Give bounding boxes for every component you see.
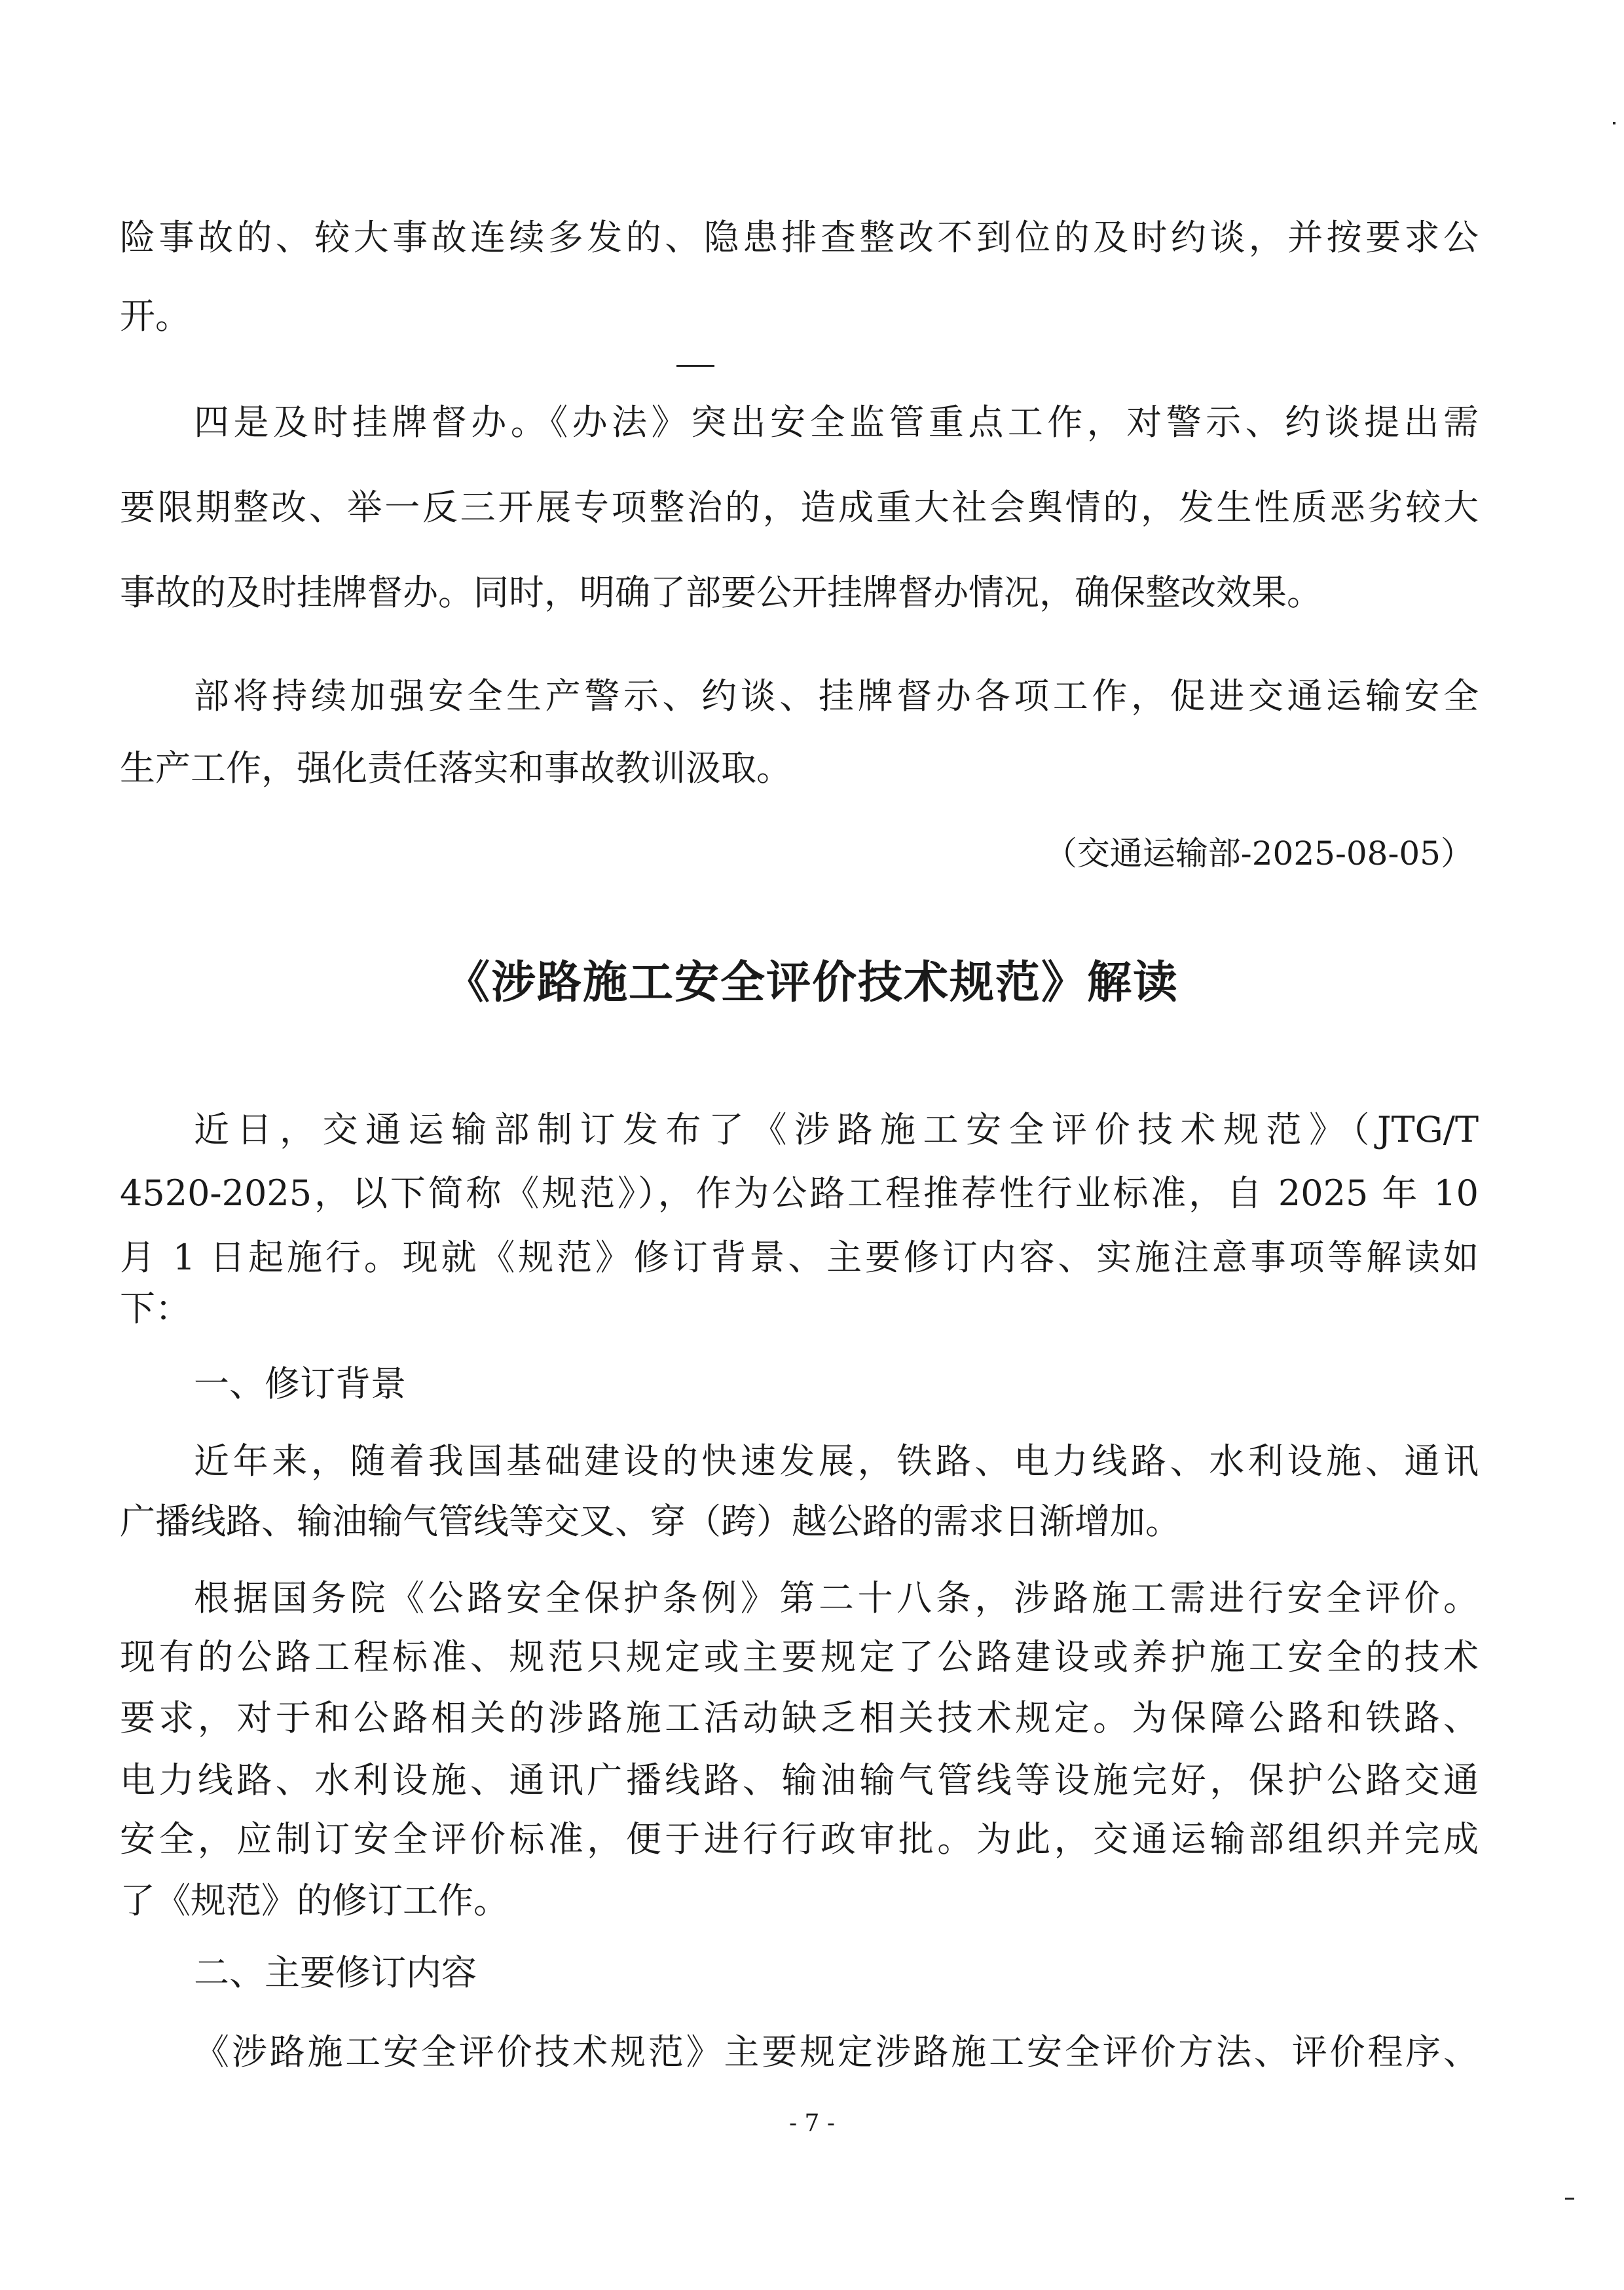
scan-speck — [1613, 122, 1615, 124]
scan-speck — [1565, 2198, 1574, 2200]
scan-speck — [676, 365, 714, 367]
paragraph-line: 险事故的、较大事故连续多发的、隐患排查整改不到位的及时约谈，并按要求公 — [120, 217, 1479, 258]
paragraph-line: 现有的公路工程标准、规范只规定或主要规定了公路建设或养护施工安全的技术 — [120, 1636, 1479, 1678]
article-title: 《涉路施工安全评价技术规范》解读 — [445, 956, 1179, 1009]
paragraph-line: 要求，对于和公路相关的涉路施工活动缺乏相关技术规定。为保障公路和铁路、 — [120, 1697, 1479, 1738]
paragraph-line: 《涉路施工安全评价技术规范》主要规定涉路施工安全评价方法、评价程序、 — [194, 2031, 1479, 2073]
paragraph-line: 事故的及时挂牌督办。同时，明确了部要公开挂牌督办情况，确保整改效果。 — [120, 572, 1322, 613]
paragraph-line: 近年来，随着我国基础建设的快速发展，铁路、电力线路、水利设施、通讯 — [194, 1440, 1479, 1482]
source-attribution: （交通运输部-2025-08-05） — [1044, 835, 1473, 873]
paragraph-line: 下： — [120, 1288, 191, 1329]
paragraph-line: 根据国务院《公路安全保护条例》第二十八条，涉路施工需进行安全评价。 — [194, 1577, 1479, 1619]
paragraph-line: 月 1 日起施行。现就《规范》修订背景、主要修订内容、实施注意事项等解读如 — [120, 1237, 1479, 1278]
section-heading: 二、主要修订内容 — [194, 1952, 477, 1993]
paragraph-line: 部将持续加强安全生产警示、约谈、挂牌督办各项工作，促进交通运输安全 — [194, 675, 1479, 717]
page-number: - 7 - — [788, 2110, 836, 2137]
paragraph-line: 要限期整改、举一反三开展专项整治的，造成重大社会舆情的，发生性质恶劣较大 — [120, 487, 1479, 528]
paragraph-line: 四是及时挂牌督办。《办法》突出安全监管重点工作，对警示、约谈提出需 — [194, 402, 1479, 443]
paragraph-line: 了《规范》的修订工作。 — [120, 1880, 509, 1921]
paragraph-line: 近日，交通运输部制订发布了《涉路施工安全评价技术规范》（JTG/T — [194, 1109, 1479, 1150]
paragraph-line: 4520-2025，以下简称《规范》），作为公路工程推荐性行业标准，自 2025 年 10 — [120, 1173, 1479, 1214]
paragraph-line: 生产工作，强化责任落实和事故教训汲取。 — [120, 747, 792, 789]
paragraph-line: 开。 — [120, 295, 191, 337]
paragraph-line: 广播线路、输油输气管线等交叉、穿（跨）越公路的需求日渐增加。 — [120, 1501, 1181, 1542]
section-heading: 一、修订背景 — [194, 1363, 406, 1404]
paragraph-line: 安全，应制订安全评价标准，便于进行行政审批。为此，交通运输部组织并完成 — [120, 1818, 1479, 1860]
paragraph-line: 电力线路、水利设施、通讯广播线路、输油输气管线等设施完好，保护公路交通 — [120, 1759, 1479, 1801]
